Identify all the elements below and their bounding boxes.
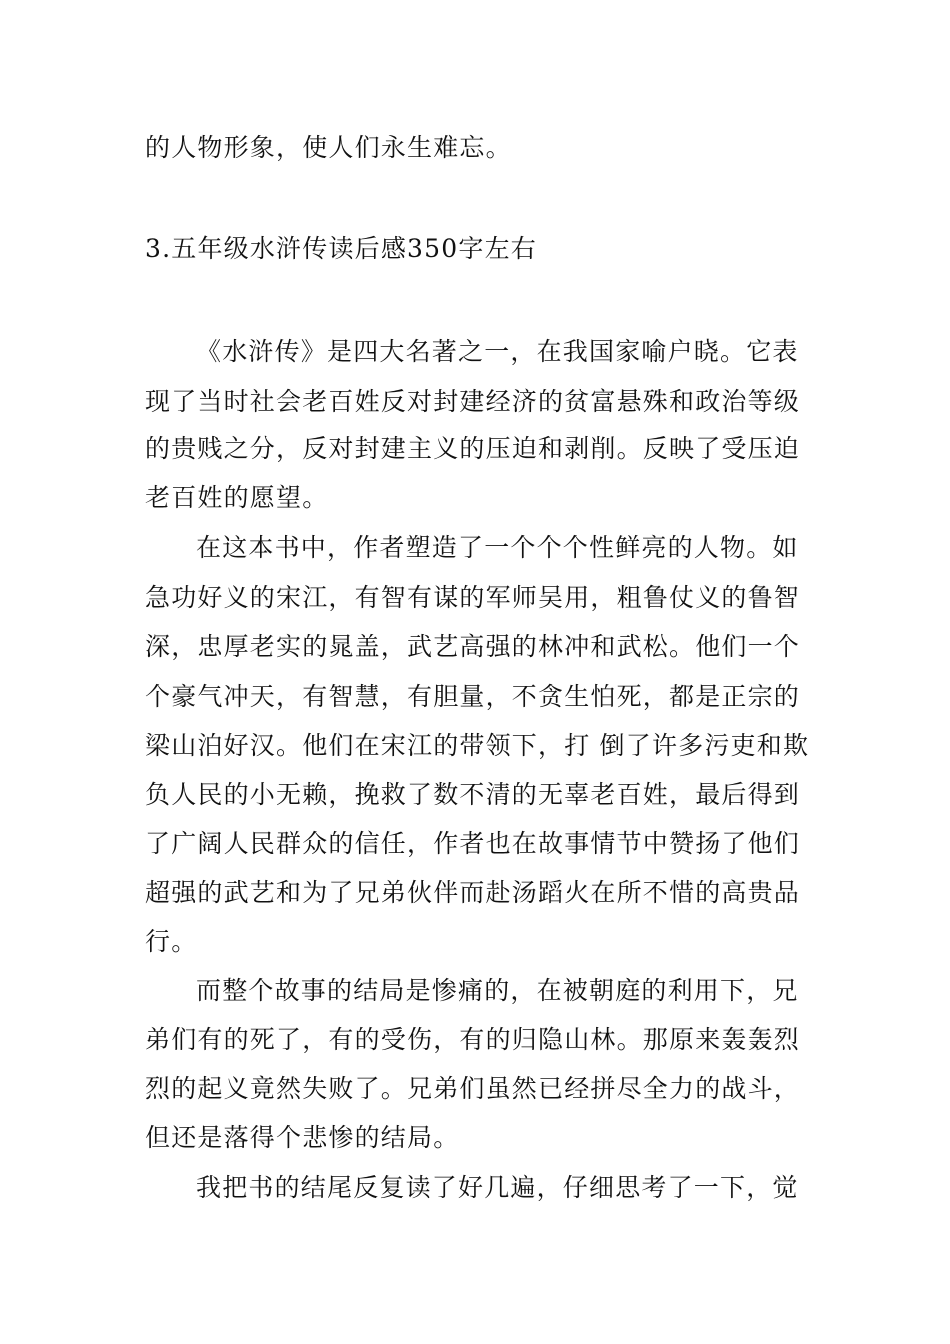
paragraph-2-line: 梁山泊好汉。他们在宋江的带领下，打 倒了许多污吏和欺	[145, 731, 810, 760]
paragraph-2-line: 在这本书中，作者塑造了一个个个性鲜亮的人物。如	[196, 533, 799, 562]
paragraph-2-line: 急功好义的宋江，有智有谋的军师吴用，粗鲁仗义的鲁智	[145, 583, 801, 612]
paragraph-2-line: 负人民的小无赖，挽救了数不清的无辜老百姓，最后得到	[145, 780, 801, 809]
paragraph-2-line: 行。	[145, 927, 198, 956]
paragraph-2-line: 深，忠厚老实的晁盖，武艺高强的林冲和武松。他们一个	[145, 632, 801, 661]
paragraph-4-line: 我把书的结尾反复读了好几遍，仔细思考了一下，觉	[196, 1173, 799, 1202]
paragraph-2-line: 个豪气冲天，有智慧，有胆量，不贪生怕死，都是正宗的	[145, 682, 801, 711]
paragraph-2-line: 超强的武艺和为了兄弟伙伴而赴汤蹈火在所不惜的高贵品	[145, 878, 801, 907]
paragraph-2-line: 了广阔人民群众的信任，作者也在故事情节中赞扬了他们	[145, 829, 801, 858]
paragraph-3-line: 而整个故事的结局是惨痛的，在被朝庭的利用下，兄	[196, 976, 799, 1005]
paragraph-1-line: 的贵贱之分，反对封建主义的压迫和剥削。反映了受压迫	[145, 434, 801, 463]
paragraph-1-line: 老百姓的愿望。	[145, 483, 329, 512]
paragraph-1-line: 现了当时社会老百姓反对封建经济的贫富悬殊和政治等级	[145, 387, 801, 416]
paragraph-3-line: 弟们有的死了，有的受伤，有的归隐山林。那原来轰轰烈	[145, 1025, 801, 1054]
paragraph-3-line: 但还是落得个悲惨的结局。	[145, 1123, 460, 1152]
text-line: 的人物形象，使人们永生难忘。	[145, 133, 512, 162]
section-heading: 3.五年级水浒传读后感350字左右	[145, 234, 537, 263]
paragraph-3-line: 烈的起义竟然失败了。兄弟们虽然已经拼尽全力的战斗，	[145, 1074, 801, 1103]
paragraph-1-line: 《水浒传》是四大名著之一，在我国家喻户晓。它表	[196, 337, 799, 366]
